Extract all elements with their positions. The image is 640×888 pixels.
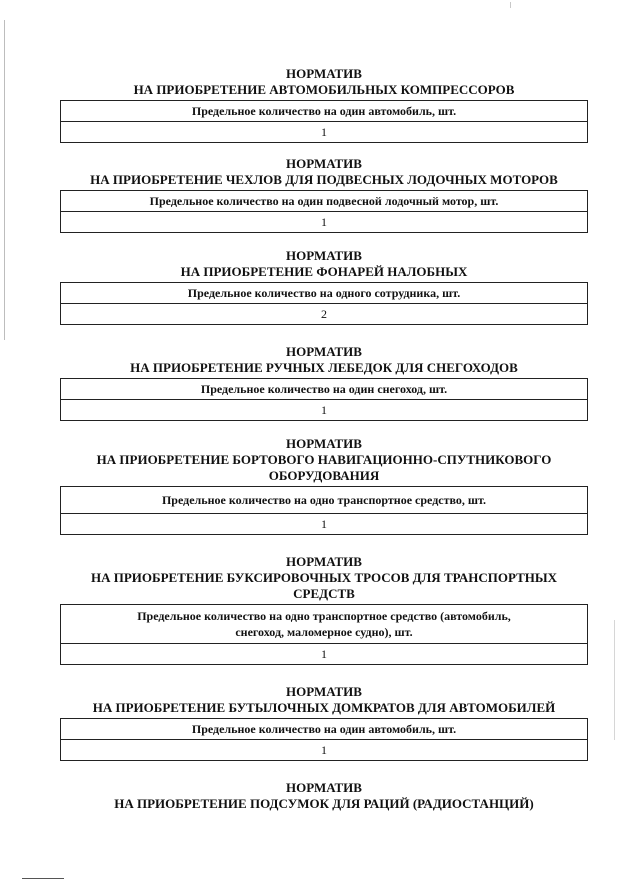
norm-table — [60, 282, 588, 325]
norm-table — [60, 190, 588, 233]
section-subtitle-line2: ОБОРУДОВАНИЯ — [268, 468, 380, 483]
table-value-cell: 1 — [61, 514, 588, 535]
table-value-cell: 1 — [61, 400, 588, 421]
table-header-cell: Предельное количество на один автомобиль, шт. — [61, 101, 588, 122]
section-subtitle: НА ПРИОБРЕТЕНИЕ АВТОМОБИЛЬНЫХ КОМПРЕССОРОВ — [133, 82, 515, 97]
section-subtitle: НА ПРИОБРЕТЕНИЕ БУТЫЛОЧНЫХ ДОМКРАТОВ ДЛЯ АВТОМОБИЛЕЙ — [92, 700, 556, 715]
table-header-line1: Предельное количество на одно транспортное средство (автомобиль, — [137, 609, 511, 623]
norm-table — [60, 718, 588, 761]
norm-table — [60, 486, 588, 535]
norm-section-tow-ropes — [60, 554, 588, 665]
table-value-cell: 1 — [61, 740, 588, 761]
norm-section-headlamps — [60, 248, 588, 325]
section-subtitle: НА ПРИОБРЕТЕНИЕ ПОДСУМОК ДЛЯ РАЦИЙ (РАДИОСТАНЦИЙ) — [114, 796, 534, 811]
norm-table — [60, 378, 588, 421]
norm-section-compressors — [60, 66, 588, 143]
scan-artifact-bottom-dash — [22, 878, 64, 879]
norm-table — [60, 100, 588, 143]
section-subtitle-line1: НА ПРИОБРЕТЕНИЕ БОРТОВОГО НАВИГАЦИОННО-СПУТНИКОВОГО — [96, 452, 552, 467]
section-title: НОРМАТИВ — [286, 436, 362, 451]
table-header-cell: Предельное количество на один подвесной лодочный мотор, шт. — [61, 191, 588, 212]
table-header-cell: Предельное количество на один автомобиль, шт. — [61, 719, 588, 740]
table-header-cell — [61, 605, 588, 644]
section-subtitle: НА ПРИОБРЕТЕНИЕ ФОНАРЕЙ НАЛОБНЫХ — [180, 264, 468, 279]
section-title: НОРМАТИВ — [286, 684, 362, 699]
norm-table — [60, 604, 588, 665]
table-value-cell: 1 — [61, 122, 588, 143]
scan-artifact-right-line — [614, 620, 615, 740]
scan-artifact-left-line — [4, 20, 5, 340]
section-title: НОРМАТИВ — [286, 248, 362, 263]
table-value-cell: 2 — [61, 304, 588, 325]
section-subtitle-line1: НА ПРИОБРЕТЕНИЕ БУКСИРОВОЧНЫХ ТРОСОВ ДЛЯ ТРАНСПОРТНЫХ — [90, 570, 558, 585]
section-title: НОРМАТИВ — [286, 66, 362, 81]
norm-section-bottle-jacks — [60, 684, 588, 761]
norm-section-radio-pouches — [60, 780, 588, 812]
table-header-cell: Предельное количество на одного сотрудника, шт. — [61, 283, 588, 304]
section-subtitle: НА ПРИОБРЕТЕНИЕ РУЧНЫХ ЛЕБЕДОК ДЛЯ СНЕГОХОДОВ — [130, 360, 518, 375]
norm-section-motor-covers — [60, 156, 588, 233]
scan-artifact-top-mark — [510, 2, 511, 8]
section-title: НОРМАТИВ — [286, 780, 362, 795]
table-header-cell: Предельное количество на одно транспортное средство, шт. — [61, 487, 588, 514]
section-subtitle: НА ПРИОБРЕТЕНИЕ ЧЕХЛОВ ДЛЯ ПОДВЕСНЫХ ЛОДОЧНЫХ МОТОРОВ — [90, 172, 558, 187]
norm-section-winches — [60, 344, 588, 421]
table-header-line2: снегоход, маломерное судно), шт. — [235, 625, 413, 639]
section-title: НОРМАТИВ — [286, 554, 362, 569]
table-value-cell: 1 — [61, 644, 588, 665]
table-header-cell: Предельное количество на один снегоход, шт. — [61, 379, 588, 400]
norm-section-navigation-equipment — [60, 436, 588, 535]
section-title: НОРМАТИВ — [286, 156, 362, 171]
section-title: НОРМАТИВ — [286, 344, 362, 359]
section-subtitle-line2: СРЕДСТВ — [293, 586, 355, 601]
table-value-cell: 1 — [61, 212, 588, 233]
